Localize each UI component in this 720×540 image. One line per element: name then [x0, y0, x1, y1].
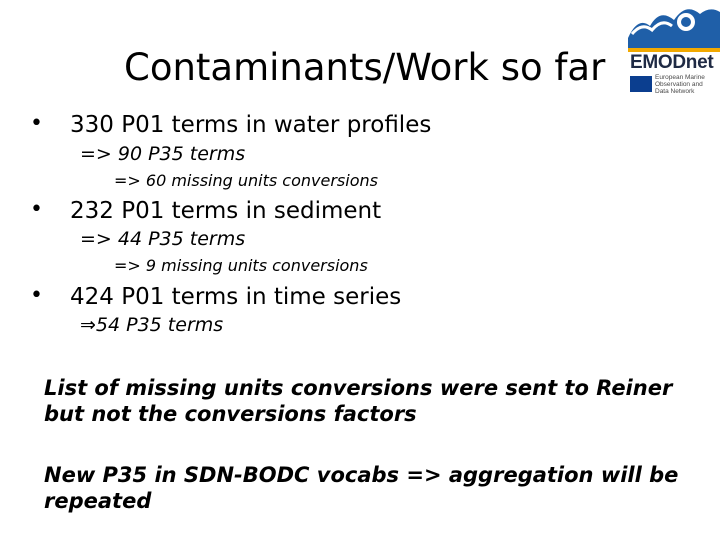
logo-tagline-line: Observation and [655, 81, 703, 88]
slide-title: Contaminants/Work so far [124, 46, 606, 89]
logo-tagline [655, 74, 705, 95]
sub-bullet-p35-time-series [80, 314, 223, 336]
bullet-time-series: 424 P01 terms in time series [70, 284, 402, 310]
logo-tagline-line: Data Network [655, 88, 695, 95]
sub-bullet-p35-time-series-text: 54 P35 terms [95, 314, 224, 336]
logo-wordmark: EMODnet [630, 52, 714, 73]
subsub-missing-units-water: => 60 missing units conversions [114, 171, 378, 190]
bullet-water-profiles: 330 P01 terms in water profiles [70, 112, 432, 138]
logo-tagline-line: European Marine [655, 74, 705, 81]
bullet-dot: • [30, 111, 43, 136]
eu-flag-icon [630, 76, 652, 92]
bullet-sediment: 232 P01 terms in sediment [70, 198, 382, 224]
emodnet-logo [626, 2, 720, 98]
implies-arrow-icon: ⇒ [80, 314, 96, 336]
paragraph-new-p35: New P35 in SDN-BODC vocabs => aggregation will be repeated [44, 463, 679, 513]
wave-logo-icon [628, 2, 720, 52]
subsub-missing-units-sediment: => 9 missing units conversions [114, 256, 368, 275]
bullet-dot: • [30, 197, 43, 222]
paragraph-missing-units: List of missing units conversions were sent to Reiner but not the conversions factors [44, 376, 673, 426]
sub-bullet-p35-sediment: => 44 P35 terms [80, 228, 246, 250]
sub-bullet-p35-water: => 90 P35 terms [80, 143, 246, 165]
bullet-dot: • [30, 283, 43, 308]
